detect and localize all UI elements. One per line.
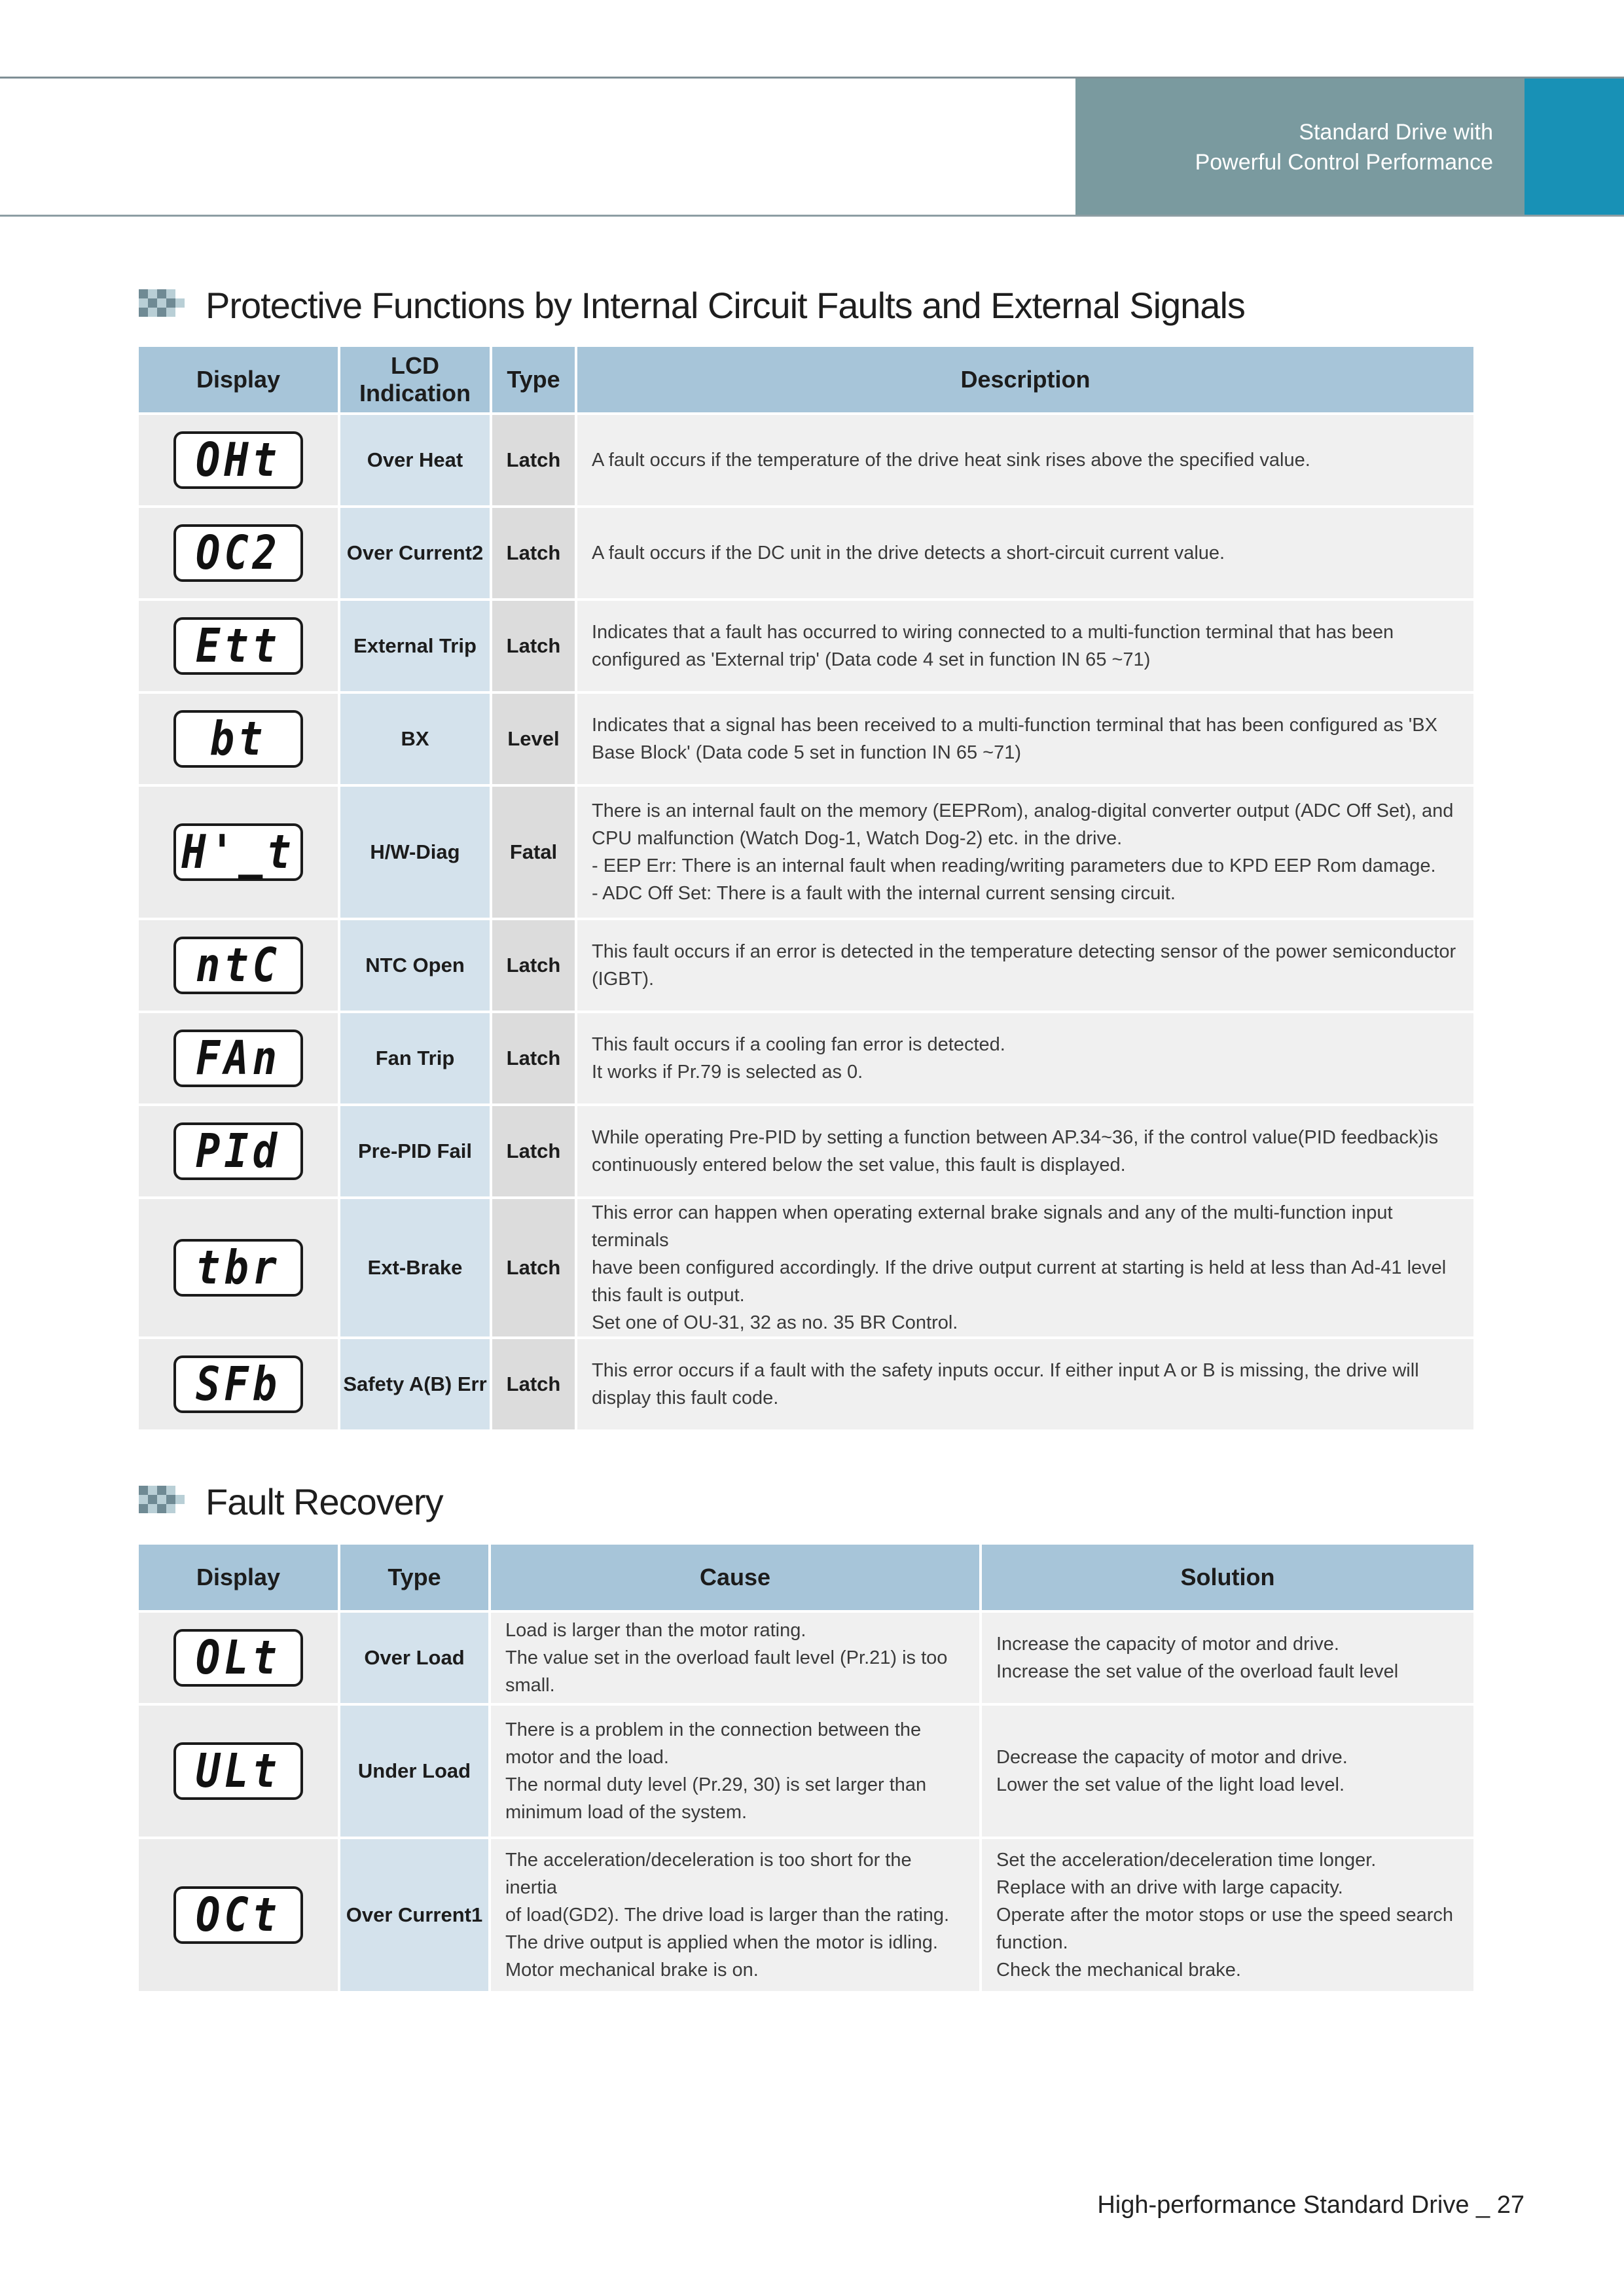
lcd-indication: NTC Open bbox=[340, 920, 492, 1013]
cause-line: Motor mechanical brake is on. bbox=[505, 1960, 759, 1981]
fault-type: Latch bbox=[492, 415, 577, 508]
segment-code: tbr bbox=[196, 1240, 281, 1295]
fault-type: Over Load bbox=[340, 1613, 491, 1706]
description-line: A fault occurs if the DC unit in the drive detects a short-circuit current value. bbox=[592, 543, 1225, 564]
solution-line: Increase the capacity of motor and drive. bbox=[996, 1634, 1339, 1655]
header-accent-block bbox=[1525, 79, 1624, 216]
cause bbox=[491, 1839, 982, 1994]
section1-title: Protective Functions by Internal Circuit Faults and External Signals bbox=[206, 285, 1245, 326]
lcd-indication: BX bbox=[340, 694, 492, 787]
seven-segment-display bbox=[173, 1122, 303, 1180]
fault-type: Fatal bbox=[492, 787, 577, 920]
solution bbox=[982, 1706, 1473, 1839]
table-row bbox=[139, 508, 1473, 601]
display-cell bbox=[139, 1199, 340, 1339]
description-line: A fault occurs if the temperature of the drive heat sink rises above the specified value. bbox=[592, 450, 1310, 471]
description-line: It works if Pr.79 is selected as 0. bbox=[592, 1062, 863, 1083]
header-banner bbox=[1075, 79, 1525, 216]
description-line: Set one of OU-31, 32 as no. 35 BR Control. bbox=[592, 1312, 958, 1333]
table-header-row bbox=[139, 1545, 1473, 1613]
table-row bbox=[139, 787, 1473, 920]
description-line: Indicates that a signal has been received to a multi-function terminal that has been configured as 'BX bbox=[592, 715, 1437, 736]
segment-code: bt bbox=[209, 711, 267, 766]
fault-type: Latch bbox=[492, 1013, 577, 1106]
description-line: this fault is output. bbox=[592, 1285, 745, 1306]
seven-segment-display bbox=[173, 1239, 303, 1297]
display-cell bbox=[139, 1706, 340, 1839]
description bbox=[577, 1339, 1473, 1432]
solution-line: Replace with an drive with large capacity. bbox=[996, 1877, 1343, 1898]
lcd-indication: H/W-Diag bbox=[340, 787, 492, 920]
segment-code: OCt bbox=[196, 1887, 281, 1943]
description-line: This fault occurs if a cooling fan error is detected. bbox=[592, 1034, 1005, 1055]
footer-text: High-performance Standard Drive _ bbox=[1097, 2191, 1497, 2219]
segment-code: SFb bbox=[196, 1356, 281, 1412]
description bbox=[577, 1199, 1473, 1339]
table-row bbox=[139, 601, 1473, 694]
segment-code: OHt bbox=[196, 432, 281, 488]
display-cell bbox=[139, 1839, 340, 1994]
protective-functions-table bbox=[139, 347, 1473, 1432]
lcd-indication: Safety A(B) Err bbox=[340, 1339, 492, 1432]
solution-line: Check the mechanical brake. bbox=[996, 1960, 1241, 1981]
fault-recovery-table bbox=[139, 1545, 1473, 1994]
description-line: There is an internal fault on the memory (EEPRom), analog-digital converter output (ADC Off Set), and bbox=[592, 800, 1454, 821]
segment-code: OC2 bbox=[196, 525, 281, 581]
lcd-indication: Fan Trip bbox=[340, 1013, 492, 1106]
lcd-indication: External Trip bbox=[340, 601, 492, 694]
col-header-type: Type bbox=[492, 347, 577, 415]
section1-heading bbox=[139, 284, 1245, 327]
page-number: 27 bbox=[1496, 2191, 1525, 2219]
solution bbox=[982, 1839, 1473, 1994]
lcd-indication: Pre-PID Fail bbox=[340, 1106, 492, 1199]
display-cell bbox=[139, 1106, 340, 1199]
solution bbox=[982, 1613, 1473, 1706]
fault-type: Latch bbox=[492, 1339, 577, 1432]
fault-type: Latch bbox=[492, 601, 577, 694]
cause-line: The acceleration/deceleration is too short for the inertia bbox=[505, 1850, 912, 1898]
col-header-description: Description bbox=[577, 347, 1473, 415]
cause-line: Load is larger than the motor rating. bbox=[505, 1620, 806, 1641]
solution-line: Decrease the capacity of motor and drive. bbox=[996, 1747, 1348, 1768]
display-cell bbox=[139, 1013, 340, 1106]
lcd-indication: Over Heat bbox=[340, 415, 492, 508]
segment-code: Ett bbox=[196, 618, 281, 673]
table-row bbox=[139, 1199, 1473, 1339]
fault-type: Over Current1 bbox=[340, 1839, 491, 1994]
seven-segment-display bbox=[173, 1886, 303, 1944]
header-bottom-rule bbox=[0, 215, 1624, 217]
description bbox=[577, 787, 1473, 920]
display-cell bbox=[139, 508, 340, 601]
display-cell bbox=[139, 601, 340, 694]
lcd-indication: Over Current2 bbox=[340, 508, 492, 601]
cause bbox=[491, 1706, 982, 1839]
seven-segment-display bbox=[173, 1742, 303, 1800]
solution-line: Increase the set value of the overload fault level bbox=[996, 1661, 1399, 1682]
page-footer bbox=[1097, 2191, 1525, 2219]
fault-type: Latch bbox=[492, 508, 577, 601]
cause-line: of load(GD2). The drive load is larger than the rating. bbox=[505, 1905, 950, 1926]
description-line: CPU malfunction (Watch Dog-1, Watch Dog-2) etc. in the drive. bbox=[592, 828, 1123, 849]
col-header-cause: Cause bbox=[491, 1545, 982, 1613]
seven-segment-display bbox=[173, 1629, 303, 1687]
solution-line: Set the acceleration/deceleration time longer. bbox=[996, 1850, 1377, 1871]
table-row bbox=[139, 1839, 1473, 1994]
description-line: configured as 'External trip' (Data code 4 set in function IN 65 ~71) bbox=[592, 649, 1151, 670]
description bbox=[577, 694, 1473, 787]
seven-segment-display bbox=[173, 937, 303, 994]
seven-segment-display bbox=[173, 823, 303, 881]
col-header-type: Type bbox=[340, 1545, 491, 1613]
solution-line: function. bbox=[996, 1932, 1068, 1953]
table-row bbox=[139, 920, 1473, 1013]
table-row bbox=[139, 415, 1473, 508]
segment-code: ULt bbox=[196, 1743, 281, 1799]
display-cell bbox=[139, 1613, 340, 1706]
header-line-1: Standard Drive with bbox=[1299, 120, 1493, 145]
table-header-row bbox=[139, 347, 1473, 415]
seven-segment-display bbox=[173, 1355, 303, 1413]
cause bbox=[491, 1613, 982, 1706]
cause-line: The normal duty level (Pr.29, 30) is set larger than bbox=[505, 1774, 927, 1795]
cause-line: The value set in the overload fault level (Pr.21) is too small. bbox=[505, 1647, 948, 1696]
fault-type: Latch bbox=[492, 920, 577, 1013]
fault-type: Latch bbox=[492, 1106, 577, 1199]
col-header-solution: Solution bbox=[982, 1545, 1473, 1613]
description bbox=[577, 601, 1473, 694]
fault-type: Under Load bbox=[340, 1706, 491, 1839]
segment-code: PId bbox=[196, 1123, 281, 1179]
table-row bbox=[139, 1706, 1473, 1839]
col-header-display: Display bbox=[139, 1545, 340, 1613]
table-row bbox=[139, 1106, 1473, 1199]
table-row bbox=[139, 1339, 1473, 1432]
seven-segment-display bbox=[173, 617, 303, 675]
description-line: have been configured accordingly. If the drive output current at starting is held at less than Ad-41 level bbox=[592, 1257, 1447, 1278]
description bbox=[577, 920, 1473, 1013]
segment-code: FAn bbox=[196, 1030, 281, 1086]
header-line-2: Powerful Control Performance bbox=[1195, 150, 1493, 175]
solution-line: Operate after the motor stops or use the speed search bbox=[996, 1905, 1453, 1926]
lcd-indication: Ext-Brake bbox=[340, 1199, 492, 1339]
description-line: This fault occurs if an error is detected in the temperature detecting sensor of the power semiconductor bbox=[592, 941, 1456, 962]
segment-code: OLt bbox=[196, 1630, 281, 1685]
seven-segment-display bbox=[173, 710, 303, 768]
section2-title: Fault Recovery bbox=[206, 1481, 443, 1522]
seven-segment-display bbox=[173, 1030, 303, 1087]
table-row bbox=[139, 1613, 1473, 1706]
col-header-lcd: LCD Indication bbox=[340, 347, 492, 415]
description-line: Indicates that a fault has occurred to wiring connected to a multi-function terminal that has been bbox=[592, 622, 1394, 643]
fault-type: Level bbox=[492, 694, 577, 787]
seven-segment-display bbox=[173, 524, 303, 582]
description-line: This error occurs if a fault with the safety inputs occur. If either input A or B is missing, the drive will bbox=[592, 1360, 1419, 1381]
cause-line: The drive output is applied when the motor is idling. bbox=[505, 1932, 938, 1953]
cause-line: There is a problem in the connection between the bbox=[505, 1719, 922, 1740]
table-row bbox=[139, 694, 1473, 787]
table-row bbox=[139, 1013, 1473, 1106]
display-cell bbox=[139, 920, 340, 1013]
display-cell bbox=[139, 415, 340, 508]
description-line: - EEP Err: There is an internal fault when reading/writing parameters due to KPD EEP Rom damage. bbox=[592, 855, 1436, 876]
cause-line: minimum load of the system. bbox=[505, 1802, 748, 1823]
section2-heading bbox=[139, 1480, 443, 1523]
description-line: - ADC Off Set: There is a fault with the internal current sensing circuit. bbox=[592, 883, 1176, 904]
solution-line: Lower the set value of the light load level. bbox=[996, 1774, 1344, 1795]
checker-squares-icon bbox=[139, 1486, 185, 1518]
description bbox=[577, 1106, 1473, 1199]
segment-code: ntC bbox=[196, 937, 281, 993]
seven-segment-display bbox=[173, 431, 303, 489]
fault-type: Latch bbox=[492, 1199, 577, 1339]
description bbox=[577, 508, 1473, 601]
col-header-display: Display bbox=[139, 347, 340, 415]
cause-line: motor and the load. bbox=[505, 1747, 669, 1768]
description-line: While operating Pre-PID by setting a function between AP.34~36, if the control value(PID feedback)is bbox=[592, 1127, 1439, 1148]
checker-squares-icon bbox=[139, 289, 185, 322]
display-cell bbox=[139, 1339, 340, 1432]
display-cell bbox=[139, 787, 340, 920]
description-line: continuously entered below the set value, this fault is displayed. bbox=[592, 1155, 1126, 1175]
description-line: Base Block' (Data code 5 set in function IN 65 ~71) bbox=[592, 742, 1021, 763]
description-line: This error can happen when operating external brake signals and any of the multi-function input terminals bbox=[592, 1202, 1393, 1251]
display-cell bbox=[139, 694, 340, 787]
segment-code: H'_t bbox=[181, 824, 295, 880]
description bbox=[577, 1013, 1473, 1106]
description-line: display this fault code. bbox=[592, 1388, 779, 1408]
description bbox=[577, 415, 1473, 508]
description-line: (IGBT). bbox=[592, 969, 655, 990]
